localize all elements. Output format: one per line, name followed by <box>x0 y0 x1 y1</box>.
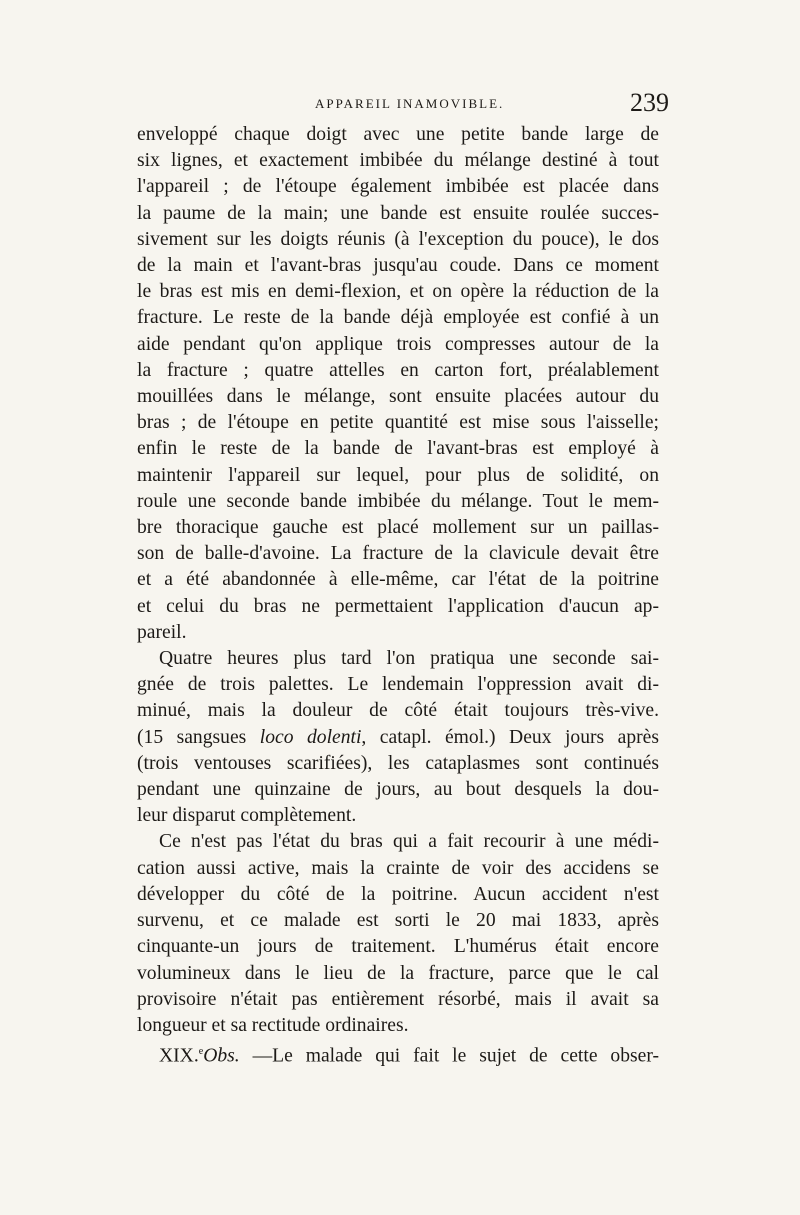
text-line: enveloppé chaque doigt avec une petite bande large de <box>137 124 659 145</box>
text-line: bras ; de l'étoupe en petite quantité est mise sous l'aisselle; <box>137 412 659 434</box>
text-line: pareil. <box>137 621 187 643</box>
text-line: de la main et l'avant-bras jusqu'au coude. Dans ce moment <box>137 255 659 277</box>
text-line: longueur et sa rectitude ordinaires. <box>137 1014 409 1036</box>
text-line: la paume de la main; une bande est ensuite roulée succes- <box>137 202 659 224</box>
text-fragment: (15 sangsues <box>137 726 260 748</box>
text-line-mixed <box>137 725 659 751</box>
text-line: gnée de trois palettes. Le lendemain l'oppression avait di- <box>137 674 659 696</box>
paragraph-2 <box>137 646 659 829</box>
text-line: son de balle-d'avoine. La fracture de la clavicule devait être <box>137 543 659 565</box>
text-line: pendant une quinzaine de jours, au bout desquels la dou- <box>137 779 659 801</box>
text-line: cinquante-un jours de traitement. L'humérus était encore <box>137 936 659 958</box>
observation-superscript: e <box>198 1046 204 1058</box>
text-line: maintenir l'appareil sur lequel, pour plus de solidité, on <box>137 464 659 486</box>
running-head: APPAREIL INAMOVIBLE. <box>315 96 505 111</box>
paragraph-1 <box>137 122 659 646</box>
text-line: cation aussi active, mais la crainte de voir des accidens se <box>137 857 659 879</box>
paragraph-4 <box>137 1039 659 1070</box>
page-header <box>137 88 669 122</box>
text-line: fracture. Le reste de la bande déjà employée est confié à un <box>137 307 659 329</box>
text-line: bre thoracique gauche est placé mollement sur un paillas- <box>137 517 659 539</box>
text-line: minué, mais la douleur de côté était toujours très-vive. <box>137 700 659 722</box>
text-line: (trois ventouses scarifiées), les cataplasmes sont continués <box>137 752 659 774</box>
text-line: six lignes, et exactement imbibée du mélange destiné à tout <box>137 150 659 172</box>
text-line: roule une seconde bande imbibée du mélange. Tout le mem- <box>137 490 659 512</box>
text-line: Quatre heures plus tard l'on pratiqua une seconde sai- <box>159 648 659 670</box>
text-line: provisoire n'était pas entièrement résorbé, mais il avait sa <box>137 988 659 1010</box>
text-line: et a été abandonnée à elle-même, car l'état de la poitrine <box>137 569 659 591</box>
page-number: 239 <box>630 88 669 117</box>
text-line: développer du côté de la poitrine. Aucun accident n'est <box>137 883 659 905</box>
text-line: et celui du bras ne permettaient l'application d'aucun ap- <box>137 595 659 617</box>
observation-heading-line <box>137 1039 659 1070</box>
paragraph-3 <box>137 829 659 1039</box>
text-line: enfin le reste de la bande de l'avant-bras est employé à <box>137 438 659 460</box>
italic-term: loco dolenti <box>259 726 362 748</box>
text-line: aide pendant qu'on applique trois compresses autour de la <box>137 333 659 355</box>
text-line: volumineux dans le lieu de la fracture, parce que le cal <box>137 962 659 984</box>
observation-number: XIX. <box>159 1045 199 1067</box>
text-line: leur disparut complètement. <box>137 805 357 827</box>
text-fragment: , catapl. émol.) Deux jours après <box>361 726 660 748</box>
observation-text: —Le malade qui fait le sujet de cette obser- <box>239 1045 659 1067</box>
text-line: la fracture ; quatre attelles en carton fort, préalablement <box>137 359 659 381</box>
observation-label: Obs. <box>203 1045 240 1067</box>
text-line: mouillées dans le mélange, sont ensuite placées autour du <box>137 386 659 408</box>
text-line: l'appareil ; de l'étoupe également imbibée est placée dans <box>137 176 659 198</box>
text-line: sivement sur les doigts réunis (à l'exception du pouce), le dos <box>137 228 659 250</box>
book-page <box>137 88 669 1070</box>
text-line: le bras est mis en demi-flexion, et on opère la réduction de la <box>137 281 659 303</box>
text-line: survenu, et ce malade est sorti le 20 mai 1833, après <box>137 910 659 932</box>
text-line: Ce n'est pas l'état du bras qui a fait recourir à une médi- <box>159 831 659 853</box>
